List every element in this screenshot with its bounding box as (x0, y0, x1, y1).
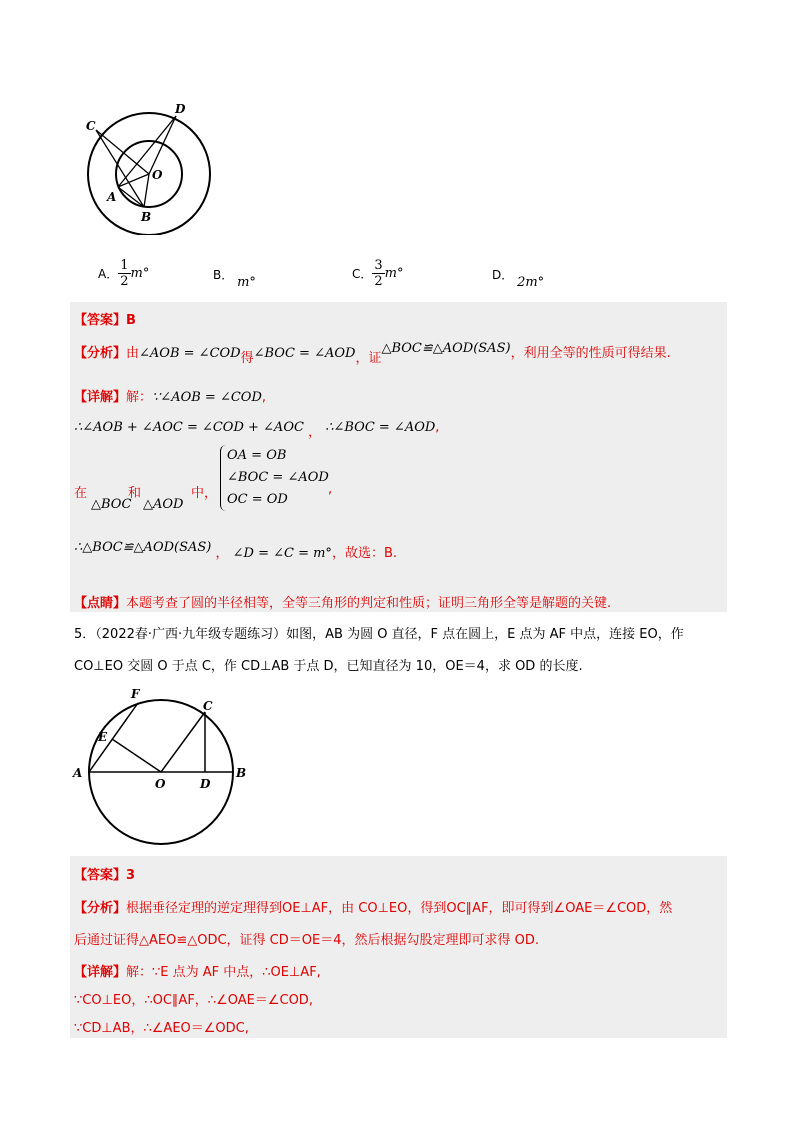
label-c: C (86, 119, 96, 133)
comment-text: 本题考查了圆的半径相等，全等三角形的判定和性质；证明三角形全等是解题的关键. (126, 596, 612, 611)
chord-af (89, 703, 138, 772)
system-line-1: OA = OB (227, 448, 287, 463)
option-b-label: B． (213, 268, 234, 282)
question-5-line-1: 5．（2022春·广西·九年级专题练习）如图，AB 为圆 O 直径，F 点在圆上，E 点为 AF 中点，连接 EO，作 (74, 627, 684, 642)
segment-ad (118, 116, 176, 187)
option-b (213, 266, 256, 290)
analysis-tag: 【分析】 (74, 346, 127, 361)
equation-system (220, 445, 332, 511)
label-a: A (73, 766, 83, 780)
answer-value: 3 (126, 868, 136, 883)
option-c-label: C． (352, 267, 373, 281)
label-e: E (98, 730, 108, 744)
option-c-numerator: 3 (374, 258, 383, 273)
triangle-boc: △BOC (91, 497, 132, 512)
option-a-numerator: 1 (120, 258, 129, 273)
comment-tag: 【点睛】 (74, 596, 127, 611)
detail-math-1: ∵∠AOB = ∠COD (152, 390, 262, 405)
segment-oc (96, 130, 149, 174)
analysis-text-2: 得 (240, 351, 254, 366)
conclusion-math-1: ∴△BOC≌△AOD(SAS) (74, 540, 212, 555)
option-b-value: m° (237, 275, 256, 290)
analysis-tag: 【分析】 (74, 901, 127, 916)
segment-ob (144, 174, 149, 207)
detail-2-line-3: ∵CD⊥AB，∴∠AEO＝∠ODC, (74, 1021, 249, 1036)
detail-2-line-1 (74, 961, 321, 980)
detail-2-line-2: ∵CO⊥EO，∴OC∥AF，∴∠OAE＝∠COD, (74, 993, 313, 1008)
conclusion-text: ，故选：B. (331, 546, 397, 561)
detail-1: 【详解】解：∵∠AOB = ∠COD, (74, 390, 267, 405)
segment-oc (161, 712, 205, 772)
option-a-denominator: 2 (120, 274, 129, 289)
segment-eo (112, 739, 161, 772)
answer-tag: 【答案】 (74, 313, 127, 328)
label-o: O (152, 168, 163, 182)
system-line-2: ∠BOC = ∠AOD (227, 470, 329, 485)
step2-math-1: ∴∠AOB + ∠AOC = ∠COD + ∠AOC (74, 420, 304, 435)
conclusion-1: ∴△BOC≌△AOD(SAS) ， ∠D = ∠C = m°，故选：B. (74, 540, 397, 561)
option-d (492, 266, 545, 290)
triangle-aod: △AOD (143, 497, 184, 512)
comment-1 (74, 592, 611, 611)
and-text: 和 (128, 486, 142, 501)
analysis-text-4: ，利用全等的性质可得结果. (510, 346, 671, 361)
option-c-denominator: 2 (374, 274, 383, 289)
option-c (352, 258, 404, 289)
analysis-math-1: ∠AOB = ∠COD (139, 346, 241, 361)
in-text: 在 (74, 486, 88, 501)
analysis-math-2: ∠BOC = ∠AOD (253, 346, 356, 361)
analysis-2-line-1 (74, 897, 672, 916)
analysis-text: 根据垂径定理的逆定理得到OE⊥AF，由 CO⊥EO，得到OC∥AF，即可得到∠OAE＝∠COD，然 (126, 901, 673, 916)
label-c: C (203, 699, 213, 713)
option-c-unit: m° (384, 266, 404, 281)
option-a-fraction (118, 258, 130, 289)
label-d: D (200, 777, 211, 791)
answer-1 (74, 309, 136, 328)
detail-tag: 【详解】 (74, 390, 127, 405)
analysis-text-3: ，证 (355, 351, 382, 366)
label-b: B (141, 210, 152, 224)
label-a: A (107, 190, 117, 204)
option-a-unit: m° (130, 266, 150, 281)
answer-tag: 【答案】 (74, 868, 127, 883)
option-a (98, 258, 149, 289)
option-d-value: 2m° (517, 275, 545, 290)
detail-text: 解：∵E 点为 AF 中点，∴OE⊥AF, (126, 965, 321, 980)
option-c-fraction (372, 258, 384, 289)
analysis-1 (74, 341, 671, 366)
segment-bc (96, 130, 144, 207)
label-f: F (131, 687, 140, 701)
figure-circle-diameter (70, 686, 255, 846)
option-a-label: A． (98, 267, 119, 281)
label-o: O (155, 777, 166, 791)
mid-text: 中， (191, 486, 218, 501)
label-d: D (175, 102, 186, 116)
answer-value: B (126, 313, 136, 328)
option-d-label: D． (492, 268, 514, 282)
segment-ab (118, 187, 144, 207)
detail-step-2: ∴∠AOB + ∠AOC = ∠COD + ∠AOC ， ∴∠BOC = ∠AOD, (74, 420, 440, 440)
answer-2 (74, 864, 135, 883)
question-5-line-2: CO⊥EO 交圆 O 于点 C，作 CD⊥AB 于点 D，已知直径为 10，OE＝4，求 OD 的长度. (74, 659, 583, 674)
analysis-math-3: △BOC≌△AOD(SAS) (381, 341, 511, 356)
conclusion-math-2: ∠D = ∠C = m° (232, 546, 332, 561)
system-line-3: OC = OD (227, 492, 288, 507)
figure-concentric-circles (80, 100, 220, 235)
analysis-2-line-2: 后通过证得△AEO≌△ODC，证得 CD＝OE＝4，然后根据勾股定理即可求得 OD. (74, 933, 539, 948)
step2-math-2: ∴∠BOC = ∠AOD (325, 420, 436, 435)
analysis-text-1: 由 (126, 346, 140, 361)
detail-text-1: 解： (126, 390, 153, 405)
detail-tag: 【详解】 (74, 965, 127, 980)
label-b: B (236, 766, 247, 780)
